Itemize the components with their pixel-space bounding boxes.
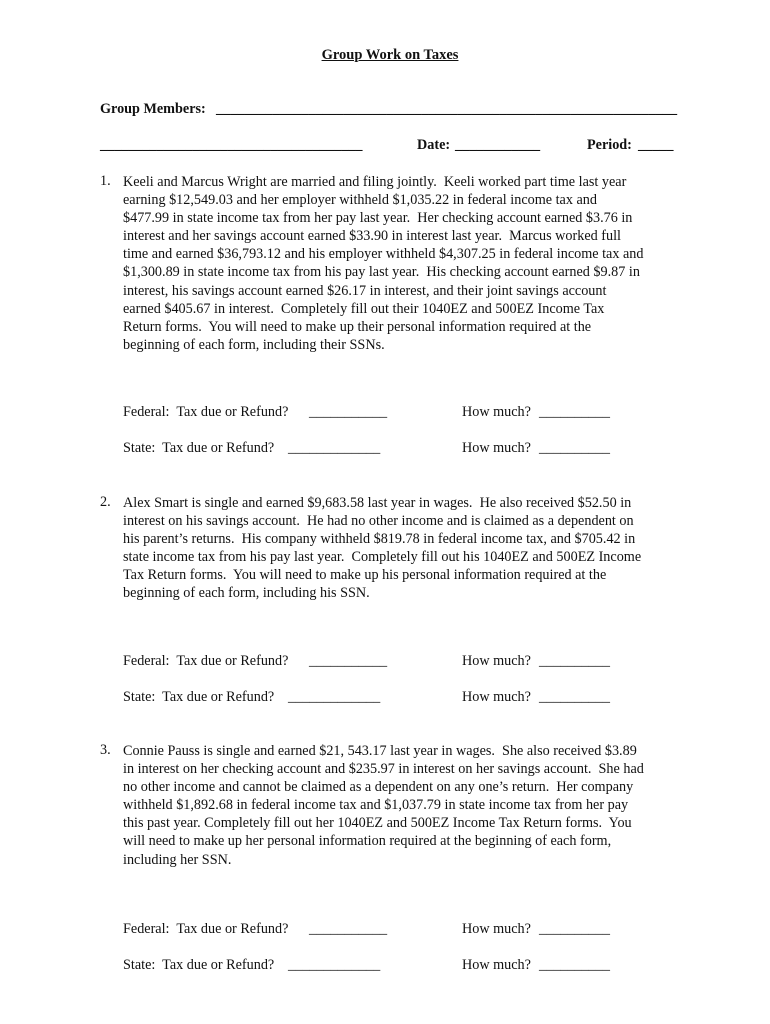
q2-federal-how-much-label: How much? bbox=[462, 653, 531, 669]
q1-federal-how-much-label: How much? bbox=[462, 404, 531, 420]
question-1-number: 1. bbox=[100, 173, 111, 189]
q2-state-field[interactable]: _____________ bbox=[288, 689, 381, 705]
question-3-text: Connie Pauss is single and earned $21, 543.17 last year in wages. She also received $3.89 in interest on her checking account and $235.97 in interest on her savings account. She had no other income and cannot be claimed as a dependent on any one’s return. Her company withheld $1,892.68 in federal income tax and $1,037.79 in state income tax from her pay this past year. Completely fill out her 1040EZ and 500EZ Income Tax Return forms. You will need to make up her personal information required at the beginning of each form, including her SSN. bbox=[123, 743, 644, 868]
q3-federal-how-much-label: How much? bbox=[462, 921, 531, 937]
question-2-number: 2. bbox=[100, 494, 111, 510]
q1-federal-how-much-field[interactable]: __________ bbox=[539, 404, 610, 420]
question-1-text: Keeli and Marcus Wright are married and filing jointly. Keeli worked part time last year earning $12,549.03 and her employer withheld $1,035.22 in federal income tax and $477.99 in state income tax from her pay last year. Her checking account earned $3.76 in interest and her savings account earned $33.90 in interest last year. Marcus worked full time and earned $36,793.12 and his employer withheld $4,307.25 in federal income tax and $1,300.89 in state income tax from his pay last year. His checking account earned $9.87 in interest, his savings account earned $26.17 in interest, and their joint savings account earned $405.67 in interest. Completely fill out their 1040EZ and 500EZ Income Tax Return forms. You will need to make up their personal information required at the beginning of each form, including their SSNs. bbox=[123, 174, 644, 353]
question-3-number: 3. bbox=[100, 742, 111, 758]
q3-state-field[interactable]: _____________ bbox=[288, 957, 381, 973]
q3-state-label: State: Tax due or Refund? bbox=[123, 957, 275, 973]
q2-state-label: State: Tax due or Refund? bbox=[123, 689, 275, 705]
group-members-field-line-2[interactable]: _____________________________________ bbox=[100, 137, 363, 153]
group-members-label: Group Members: bbox=[100, 101, 206, 117]
q3-federal-field[interactable]: ___________ bbox=[309, 921, 388, 937]
q1-federal-label: Federal: Tax due or Refund? bbox=[123, 404, 289, 420]
q2-federal-how-much-field[interactable]: __________ bbox=[539, 653, 610, 669]
question-2-text: Alex Smart is single and earned $9,683.58 last year in wages. He also received $52.50 in interest on his savings account. He had no other income and is claimed as a dependent on his parent’s returns. His company withheld $819.78 in federal income tax, and $705.42 in state income tax from his pay last year. Completely fill out his 1040EZ and 500EZ Income Tax Return forms. You will need to make up his personal information required at the beginning of each form, including his SSN. bbox=[123, 495, 642, 602]
q3-federal-how-much-field[interactable]: __________ bbox=[539, 921, 610, 937]
q2-state-how-much-label: How much? bbox=[462, 689, 531, 705]
q3-state-how-much-field[interactable]: __________ bbox=[539, 957, 610, 973]
q1-federal-field[interactable]: ___________ bbox=[309, 404, 388, 420]
q1-state-how-much-label: How much? bbox=[462, 440, 531, 456]
period-label: Period: bbox=[587, 137, 632, 153]
q3-state-how-much-label: How much? bbox=[462, 957, 531, 973]
page-title: Group Work on Taxes bbox=[321, 47, 459, 63]
q3-federal-label: Federal: Tax due or Refund? bbox=[123, 921, 289, 937]
q1-state-field[interactable]: _____________ bbox=[288, 440, 381, 456]
q1-state-how-much-field[interactable]: __________ bbox=[539, 440, 610, 456]
q2-federal-label: Federal: Tax due or Refund? bbox=[123, 653, 289, 669]
date-field[interactable]: ____________ bbox=[455, 137, 541, 153]
period-field[interactable]: _____ bbox=[638, 137, 674, 153]
q2-state-how-much-field[interactable]: __________ bbox=[539, 689, 610, 705]
q1-state-label: State: Tax due or Refund? bbox=[123, 440, 275, 456]
group-members-field[interactable]: _________________________________________________________________ bbox=[216, 101, 678, 117]
date-label: Date: bbox=[417, 137, 451, 153]
q2-federal-field[interactable]: ___________ bbox=[309, 653, 388, 669]
